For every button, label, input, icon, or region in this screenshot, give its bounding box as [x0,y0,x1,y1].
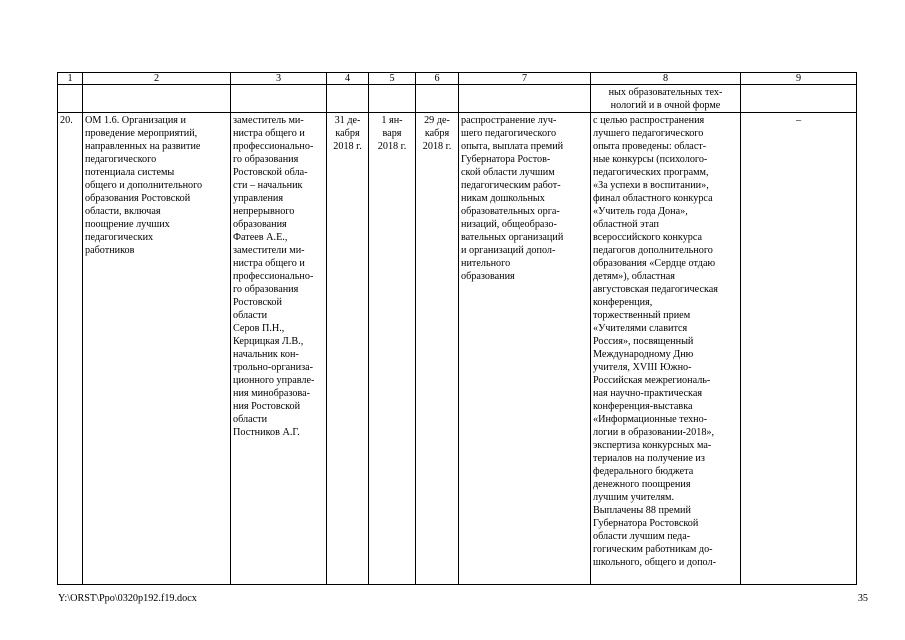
row-number-cell: 20. [58,113,83,585]
column-number-cell: 7 [459,73,591,85]
activity-cell: ОМ 1.6. Организация и проведение мероприятий, направленных на развитие педагогического потенциала системы общего и дополнительного образования Ростовской области, включая поощрение лучших педагогических работников [83,113,231,585]
column-number-cell: 2 [83,73,231,85]
column-number-cell: 5 [369,73,416,85]
column-number-cell: 1 [58,73,83,85]
end-date-cell: 29 де- кабря 2018 г. [416,113,459,585]
notes-cell: – [741,113,857,585]
empty-cell [83,85,231,113]
column-number-cell: 8 [591,73,741,85]
report-table [57,72,857,585]
expected-result-cell: распространение луч- шего педагогического опыта, выплата премий Губернатора Ростов- ской области лучшим педагогическим работ- никам дошкольных образовательных орга- низаций, общеобразо- вательных организаций и организаций допол- нительного образования [459,113,591,585]
empty-cell [459,85,591,113]
footer-page-number: 35 [857,593,868,604]
empty-cell [327,85,369,113]
column-number-cell: 6 [416,73,459,85]
continued-result-cell: ных образовательных тех- нологий и в очной форме [591,85,741,113]
empty-cell [231,85,327,113]
table-row [58,113,857,585]
empty-cell [416,85,459,113]
column-number-cell: 4 [327,73,369,85]
column-number-cell: 3 [231,73,327,85]
column-number-cell: 9 [741,73,857,85]
planned-date-cell: 31 де- кабря 2018 г. [327,113,369,585]
column-number-row [58,73,857,85]
start-date-cell: 1 ян- варя 2018 г. [369,113,416,585]
empty-cell [369,85,416,113]
continuation-row [58,85,857,113]
responsible-cell: заместитель ми- нистра общего и профессионально- го образования Ростовской обла- сти – начальник управления непрерывного образования Фатеев А.Е., заместители ми- нистра общего и профессионально- го образования Ростовской области Серов П.Н., Керцицкая Л.В., начальник кон- трольно-организа- ционного управле- ния минобразова- ния Ростовской области Постников А.Г. [231,113,327,585]
footer-file-path: Y:\ORST\Ppo\0320p192.f19.docx [58,593,197,604]
empty-cell [58,85,83,113]
actual-result-cell: с целью распространения лучшего педагогического опыта проведены: област- ные конкурсы (психолого- педагогических программ, «За успехи в воспитании», финал областного конкурса «Учитель года Дона», областной этап всероссийского конкурса педагогов дополнительного образования «Сердце отдаю детям»), областная августовская педагогическая конференция, торжественный прием «Учителями славится Россия», посвященный Международному Дню учителя, XVIII Южно- Российская межрегиональ- ная научно-практическая конференция-выставка «Информационные техно- логии в образовании-2018», экспертиза конкурсных ма- териалов на получение из федерального бюджета денежного поощрения лучшим учителям. Выплачены 88 премий Губернатора Ростовской области лучшим педа- гогическим работникам до- школьного, общего и допол- [591,113,741,585]
empty-cell [741,85,857,113]
